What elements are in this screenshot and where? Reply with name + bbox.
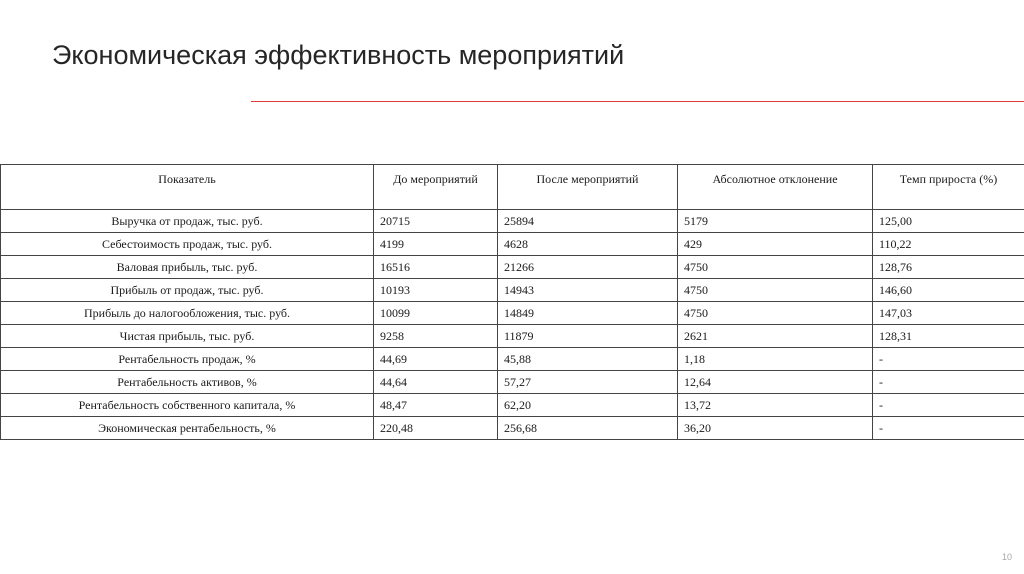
table-header-row xyxy=(1,165,1024,210)
cell-before: 48,47 xyxy=(374,394,498,417)
cell-abs-deviation: 429 xyxy=(678,233,873,256)
cell-growth-rate: - xyxy=(873,417,1024,440)
cell-indicator: Выручка от продаж, тыс. руб. xyxy=(1,210,374,233)
cell-after: 57,27 xyxy=(498,371,678,394)
cell-before: 44,69 xyxy=(374,348,498,371)
cell-growth-rate: 125,00 xyxy=(873,210,1024,233)
cell-indicator: Рентабельность продаж, % xyxy=(1,348,374,371)
cell-abs-deviation: 4750 xyxy=(678,256,873,279)
cell-growth-rate: 147,03 xyxy=(873,302,1024,325)
table-row xyxy=(1,348,1024,371)
cell-before: 4199 xyxy=(374,233,498,256)
cell-growth-rate: 146,60 xyxy=(873,279,1024,302)
cell-indicator: Рентабельность собственного капитала, % xyxy=(1,394,374,417)
cell-after: 25894 xyxy=(498,210,678,233)
table-row xyxy=(1,417,1024,440)
cell-before: 220,48 xyxy=(374,417,498,440)
table-row xyxy=(1,210,1024,233)
cell-before: 44,64 xyxy=(374,371,498,394)
cell-before: 10099 xyxy=(374,302,498,325)
header-after: После мероприятий xyxy=(498,165,678,210)
header-before: До мероприятий xyxy=(374,165,498,210)
cell-before: 9258 xyxy=(374,325,498,348)
cell-after: 14943 xyxy=(498,279,678,302)
cell-indicator: Прибыль до налогообложения, тыс. руб. xyxy=(1,302,374,325)
cell-after: 62,20 xyxy=(498,394,678,417)
table-row xyxy=(1,302,1024,325)
slide-title: Экономическая эффективность мероприятий xyxy=(52,40,625,70)
cell-growth-rate: - xyxy=(873,394,1024,417)
cell-after: 21266 xyxy=(498,256,678,279)
cell-abs-deviation: 36,20 xyxy=(678,417,873,440)
cell-indicator: Чистая прибыль, тыс. руб. xyxy=(1,325,374,348)
cell-before: 10193 xyxy=(374,279,498,302)
cell-before: 16516 xyxy=(374,256,498,279)
cell-growth-rate: - xyxy=(873,348,1024,371)
cell-before: 20715 xyxy=(374,210,498,233)
cell-abs-deviation: 5179 xyxy=(678,210,873,233)
cell-after: 4628 xyxy=(498,233,678,256)
cell-growth-rate: 128,76 xyxy=(873,256,1024,279)
cell-abs-deviation: 12,64 xyxy=(678,371,873,394)
cell-indicator: Рентабельность активов, % xyxy=(1,371,374,394)
page-number: 10 xyxy=(1001,552,1012,562)
table-row xyxy=(1,371,1024,394)
cell-growth-rate: 110,22 xyxy=(873,233,1024,256)
cell-after: 45,88 xyxy=(498,348,678,371)
table-row xyxy=(1,256,1024,279)
table-row xyxy=(1,325,1024,348)
cell-after: 14849 xyxy=(498,302,678,325)
cell-abs-deviation: 2621 xyxy=(678,325,873,348)
cell-indicator: Прибыль от продаж, тыс. руб. xyxy=(1,279,374,302)
efficiency-table xyxy=(0,164,1024,440)
cell-indicator: Экономическая рентабельность, % xyxy=(1,417,374,440)
header-abs-deviation: Абсолютное отклонение xyxy=(678,165,873,210)
table-row xyxy=(1,394,1024,417)
cell-after: 11879 xyxy=(498,325,678,348)
cell-abs-deviation: 4750 xyxy=(678,279,873,302)
table-row xyxy=(1,233,1024,256)
header-growth-rate: Темп прироста (%) xyxy=(873,165,1024,210)
header-indicator: Показатель xyxy=(1,165,374,210)
cell-after: 256,68 xyxy=(498,417,678,440)
table-row xyxy=(1,279,1024,302)
cell-abs-deviation: 4750 xyxy=(678,302,873,325)
title-underline xyxy=(251,101,1024,102)
cell-indicator: Валовая прибыль, тыс. руб. xyxy=(1,256,374,279)
cell-abs-deviation: 13,72 xyxy=(678,394,873,417)
cell-growth-rate: 128,31 xyxy=(873,325,1024,348)
cell-abs-deviation: 1,18 xyxy=(678,348,873,371)
cell-growth-rate: - xyxy=(873,371,1024,394)
cell-indicator: Себестоимость продаж, тыс. руб. xyxy=(1,233,374,256)
